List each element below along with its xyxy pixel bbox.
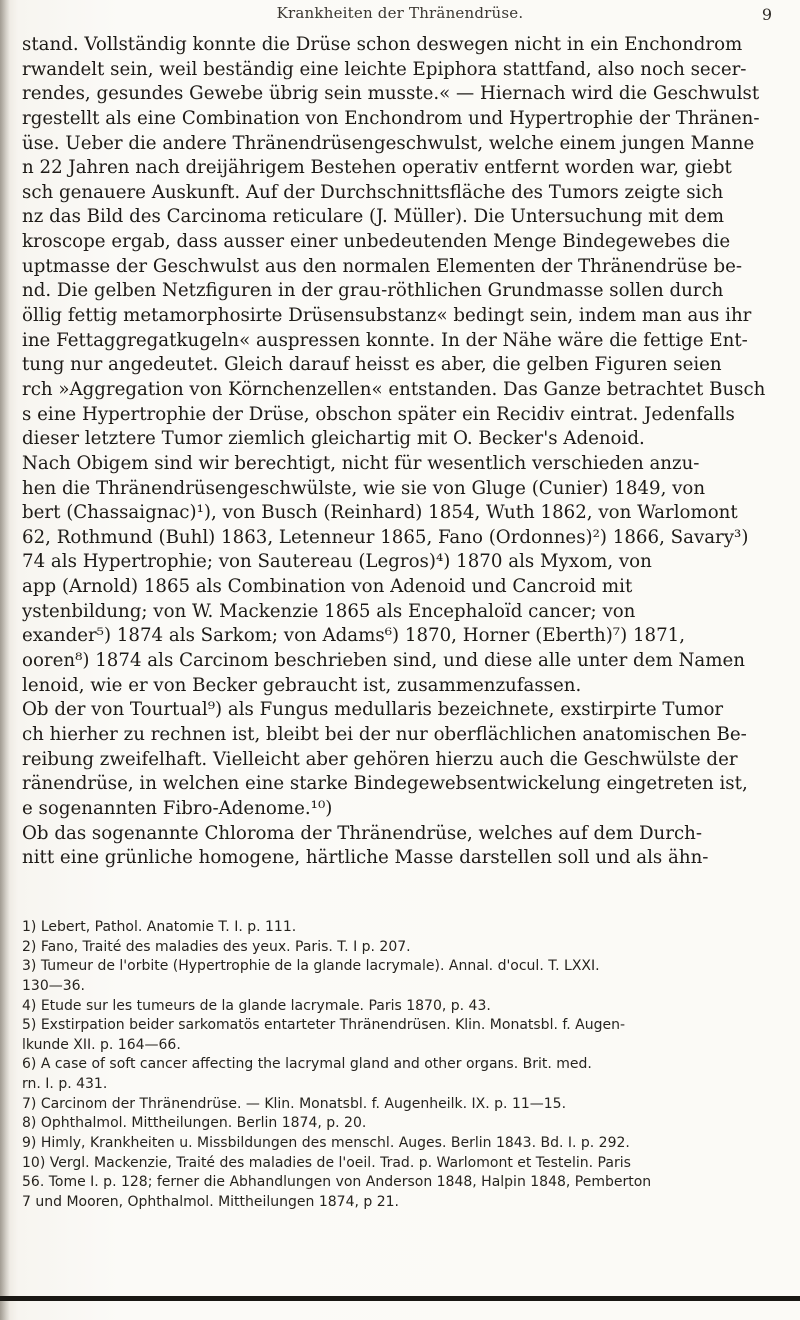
text-line: ystenbildung; von W. Mackenzie 1865 als Encephaloïd cancer; von: [22, 600, 636, 622]
text-line: ooren⁸) 1874 als Carcinom beschrieben sind, und diese alle unter dem Namen: [22, 650, 745, 672]
text-line: n 22 Jahren nach dreijährigem Bestehen operativ entfernt worden war, giebt: [22, 157, 732, 179]
footnote-line: lkunde XII. p. 164—66.: [22, 1036, 181, 1053]
text-line: rgestellt als eine Combination von Enchondrom und Hypertrophie der Thränen-: [22, 107, 760, 129]
text-line: bert (Chassaignac)¹), von Busch (Reinhard) 1854, Wuth 1862, von Warlomont: [22, 502, 738, 524]
running-head: Krankheiten der Thränendrüse.: [276, 4, 524, 22]
text-line: rch »Aggregation von Körnchenzellen« entstanden. Das Ganze betrachtet Busch: [22, 378, 766, 400]
text-line: dieser letztere Tumor ziemlich gleichartig mit O. Becker's Adenoid.: [22, 428, 645, 450]
footnote-line: rn. I. p. 431.: [22, 1076, 108, 1093]
text-line: ine Fettaggregatkugeln« auspressen konnte. In der Nähe wäre die fettige Ent-: [22, 329, 748, 351]
footnote-line: 56. Tome I. p. 128; ferner die Abhandlungen von Anderson 1848, Halpin 1848, Pemberton: [22, 1174, 652, 1191]
footnote-line: 6) A case of soft cancer affecting the lacrymal gland and other organs. Brit. med.: [22, 1056, 592, 1073]
text-line: nitt eine grünliche homogene, härtliche Masse darstellen soll und als ähn-: [22, 847, 709, 869]
footnote-line: 7) Carcinom der Thränendrüse. — Klin. Monatsbl. f. Augenheilk. IX. p. 11—15.: [22, 1095, 567, 1112]
text-line: ränendrüse, in welchen eine starke Bindegewebsentwickelung eingetreten ist,: [22, 773, 748, 795]
text-line: rendes, gesundes Gewebe übrig sein musste.« — Hiernach wird die Geschwulst: [22, 83, 760, 105]
text-line: e sogenannten Fibro-Adenome.¹⁰): [22, 797, 333, 819]
footnote-line: 7 und Mooren, Ophthalmol. Mittheilungen 1874, p 21.: [22, 1193, 400, 1210]
footnote-line: 1) Lebert, Pathol. Anatomie T. I. p. 111.: [22, 919, 297, 935]
text-line: hen die Thränendrüsengeschwülste, wie sie von Gluge (Cunier) 1849, von: [22, 477, 706, 499]
text-line: s eine Hypertrophie der Drüse, obschon später ein Recidiv eintrat. Jedenfalls: [22, 403, 735, 425]
text-line: nd. Die gelben Netzfiguren in der grau-röthlichen Grundmasse sollen durch: [22, 280, 724, 302]
text-line: tung nur angedeutet. Gleich darauf heisst es aber, die gelben Figuren seien: [22, 354, 722, 376]
text-line: üse. Ueber die andere Thränendrüsengeschwulst, welche einem jungen Manne: [22, 132, 755, 154]
text-line: öllig fettig metamorphosirte Drüsensubstanz« bedingt sein, indem man aus ihr: [22, 305, 752, 327]
main-text-block: [22, 33, 782, 871]
page-bottom-edge: [0, 1296, 800, 1301]
text-line: uptmasse der Geschwulst aus den normalen Elementen der Thränendrüse be-: [22, 255, 743, 277]
footnote-line: 4) Etude sur les tumeurs de la glande lacrymale. Paris 1870, p. 43.: [22, 997, 491, 1014]
page-header: [0, 0, 800, 28]
binding-gutter-shadow: [0, 0, 10, 1320]
text-line: 74 als Hypertrophie; von Sautereau (Legros)⁴) 1870 als Myxom, von: [22, 551, 652, 573]
text-line: Nach Obigem sind wir berechtigt, nicht für wesentlich verschieden anzu-: [22, 452, 700, 474]
footnotes-block: [22, 918, 782, 1213]
text-line: lenoid, wie er von Becker gebraucht ist, zusammenzufassen.: [22, 674, 582, 696]
footnote-line: 8) Ophthalmol. Mittheilungen. Berlin 1874, p. 20.: [22, 1115, 367, 1132]
text-line: stand. Vollständig konnte die Drüse schon deswegen nicht in ein Enchondrom: [22, 34, 743, 55]
text-line: sch genauere Auskunft. Auf der Durchschnittsfläche des Tumors zeigte sich: [22, 181, 724, 203]
footnote-line: 9) Himly, Krankheiten u. Missbildungen des menschl. Auges. Berlin 1843. Bd. I. p. 292.: [22, 1135, 630, 1152]
page-number: 9: [761, 5, 772, 24]
footnote-line: 5) Exstirpation beider sarkomatös entarteter Thränendrüsen. Klin. Monatsbl. f. Augen-: [22, 1017, 626, 1034]
text-line: Ob das sogenannte Chloroma der Thränendrüse, welches auf dem Durch-: [22, 822, 702, 844]
text-line: reibung zweifelhaft. Vielleicht aber gehören hierzu auch die Geschwülste der: [22, 748, 738, 770]
footnote-line: 130—36.: [22, 977, 85, 994]
footnote-line: 10) Vergl. Mackenzie, Traité des maladies de l'oeil. Trad. p. Warlomont et Testelin. Paris: [22, 1154, 631, 1171]
text-line: app (Arnold) 1865 als Combination von Adenoid und Cancroid mit: [22, 576, 633, 598]
text-line: 62, Rothmund (Buhl) 1863, Letenneur 1865, Fano (Ordonnes)²) 1866, Savary³): [22, 526, 749, 548]
text-line: kroscope ergab, dass ausser einer unbedeutenden Menge Bindegewebes die: [22, 231, 731, 253]
text-line: Ob der von Tourtual⁹) als Fungus medullaris bezeichnete, exstirpirte Tumor: [22, 699, 724, 721]
footnote-line: 2) Fano, Traité des maladies des yeux. Paris. T. I p. 207.: [22, 938, 411, 955]
text-line: ch hierher zu rechnen ist, bleibt bei der nur oberflächlichen anatomischen Be-: [22, 723, 747, 745]
text-line: exander⁵) 1874 als Sarkom; von Adams⁶) 1870, Horner (Eberth)⁷) 1871,: [22, 625, 686, 647]
footnote-line: 3) Tumeur de l'orbite (Hypertrophie de la glande lacrymale). Annal. d'ocul. T. LXXI.: [22, 958, 600, 975]
text-line: rwandelt sein, weil beständig eine leichte Epiphora stattfand, also noch secer-: [22, 58, 747, 80]
text-line: nz das Bild des Carcinoma reticulare (J. Müller). Die Untersuchung mit dem: [22, 206, 724, 228]
